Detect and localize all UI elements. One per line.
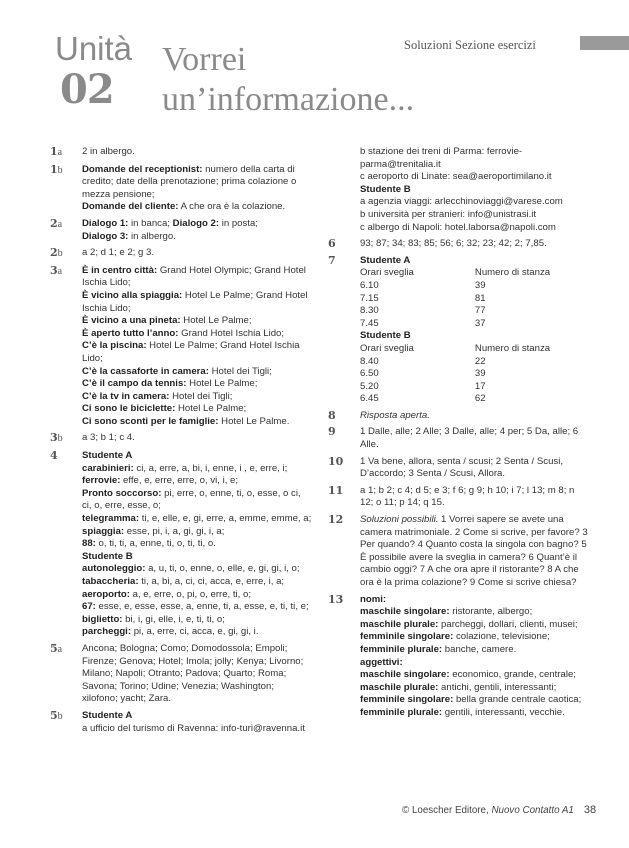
table-header: Orari sveglia [360,342,414,354]
table-row: 7.15 81 [360,292,486,304]
student-heading: Studente B [82,550,133,562]
answer-line: c aeroporto di Linate: sea@aeroportimilano.it [360,171,552,183]
exercise-number: 3a [50,263,63,277]
table-header: Numero di stanza [474,267,551,279]
answer-text: 1 Dalle, alle; 2 Alle; 3 Dalle, alle; 4 per; 5 Da, alle; 6 Alle. [360,426,579,451]
exercise-number: 5b [50,708,63,722]
student-heading: Studente A [82,450,133,462]
answer-line: Domande del cliente: A che ora è la colazione. [82,201,286,213]
answer-line: Domande del receptionist: numero della carta di credito; date della prenotazione; prima colazione o mezza pensione; [82,163,297,200]
page-number: 38 [583,804,597,816]
answer-line: 88: o, ti, ti, a, enne, ti, o, ti, ti, o. [82,538,216,550]
exercise-number: 6 [328,237,336,251]
table-row: 6.45 62 [360,393,486,405]
exercise-number: 1a [50,145,63,158]
answer-text: Ancona; Bologna; Como; Domodossola; Empoli; Firenze; Genova; Hotel; Imola; jolly; Kenya; Livorno; Milano; Napoli; Otranto; Padova; Quarto; Roma; Savona; Torino; Udine; Venezia; Washington; xilofono; yacht; Zara. [82,642,304,705]
table-row: 8.40 22 [360,355,486,367]
exercise-number: 12 [328,513,344,527]
exercise-number: 5a [50,641,63,655]
exercise-2a [50,218,312,243]
subheading: nomi: [360,593,387,605]
answer-line: autonoleggio: a, u, ti, o, enne, o, elle, e, gi, gi, i, o; [82,563,300,575]
exercise-4 [50,450,312,639]
answer-line: b università per stranieri: info@unistrasi.it [360,208,537,220]
left-column [50,146,312,739]
wakeup-table-b [360,343,590,406]
exercise-8 [328,410,590,423]
answer-line: a ufficio del turismo di Ravenna: info-turi@ravenna.it [82,722,305,734]
exercise-number: 7 [328,253,336,267]
publisher: © Loescher Editore, [402,805,492,816]
answer-line: femminile singolare: colazione, televisione; [360,631,550,643]
exercise-number: 1b [50,162,63,176]
student-heading: Studente A [82,709,133,721]
answer-text: Soluzioni possibili. 1 Vorrei sapere se avete una camera matrimoniale. 2 Come si scrive, per favore? 3 Per quando? 4 Quanto costa la singola con bagno? 5 È possibile avere la sveglia in camera? 6 Quant’è il cambio oggi? 7 A che ora apre il ristorante? 8 A che ora è la prima colazione? 9 Come si scrive chiesa? [360,514,588,588]
answer-text: a 1; b 2; c 4; d 5; e 3; f 6; g 9; h 10; i 7; l 13; m 8; n 12; o 11; p 14; q 15. [360,484,575,509]
answer-line: telegramma: ti, e, elle, e, gi, erre, a, emme, emme, a; [82,513,312,525]
answer-line: biglietto: bi, i, gi, elle, i, e, ti, ti, o; [82,613,225,625]
answer-line: C’è la piscina: Hotel Le Palme; Grand Hotel Ischia Lido; [82,340,300,364]
table-row: 8.30 77 [360,305,486,317]
exercise-1a [50,146,312,160]
answer-line: Ci sono le biciclette: Hotel Le Palme; [82,403,247,415]
exercise-3a [50,265,312,429]
exercise-number: 9 [328,425,336,439]
header-tab-bar [580,36,629,50]
page-footer [402,804,596,816]
answer-line: a agenzia viaggi: arlecchinoviaggi@varese.com [360,196,563,208]
table-header: Orari sveglia [360,267,414,279]
answer-text: 93; 87; 34; 83; 85; 56; 6; 32; 23; 42; 2; 7,85. [360,238,547,250]
exercise-number: 3b [50,431,63,445]
answer-line: b stazione dei treni di Parma: ferrovie-parma@trenitalia.it [360,146,523,170]
answer-line: femminile plurale: gentili, interessanti, vecchie. [360,706,565,718]
answer-line: maschile plurale: antichi, gentili, interessanti; [360,681,557,693]
answer-line: c albergo di Napoli: hotel.laborsa@napoli.com [360,221,556,233]
exercise-5b [50,710,312,735]
answer-line: tabaccheria: ti, a, bi, a, ci, ci, acca, e, erre, i, a; [82,576,285,587]
exercise-10 [328,456,590,481]
answer-line: Dialogo 1: in banca; Dialogo 2: in posta; [82,217,258,229]
exercise-1b [50,164,312,214]
table-row: 7.45 37 [360,317,486,329]
answer-line: aeroporto: a, e, erre, o, pi, o, erre, ti, o; [82,588,252,600]
answer-line: carabinieri: ci, a, erre, a, bi, i, enne, i , e, erre, i; [82,462,288,474]
exercise-number: 2b [50,246,63,260]
wakeup-table-a [360,267,590,330]
exercise-5b-continued [328,146,590,234]
exercise-11 [328,485,590,510]
exercise-7 [328,255,590,406]
answer-line: C’è la tv in camera: Hotel dei Tigli; [82,390,233,402]
answer-line: C’è la cassaforte in camera: Hotel dei Tigli; [82,365,272,377]
exercise-number: 11 [328,483,344,497]
title-line-2: un’informazione... [162,81,415,118]
answer-text: 2 in albergo. [82,146,135,157]
table-header: Numero di stanza [474,342,551,354]
unit-number: 02 [60,66,114,113]
answer-line: C’è il campo da tennis: Hotel Le Palme; [82,378,258,390]
answer-line: Pronto soccorso: pi, erre, o, enne, ti, o, esse, o ci, ci, o, erre, esse, o; [82,487,301,512]
student-heading: Studente A [360,254,411,266]
answer-line: spiaggia: esse, pi, i, a, gi, gi, i, a; [82,525,225,537]
answer-text: Risposta aperta. [360,409,430,421]
table-row: 6.50 39 [360,368,486,380]
student-heading: Studente B [360,183,411,195]
exercise-5a [50,643,312,706]
right-column [328,146,590,724]
answer-line: 67: esse, e, esse, esse, a, enne, ti, a, esse, e, ti, ti, e; [82,601,309,613]
book-title: Nuovo Contatto A1 [491,805,574,816]
answer-line: Dialogo 3: in albergo. [82,230,176,242]
answer-line: maschile singolare: ristorante, albergo; [360,606,533,618]
exercise-9 [328,426,590,451]
answer-line: ferrovie: effe, e, erre, erre, o, vi, i, e; [82,475,239,487]
exercise-number: 8 [328,408,336,422]
exercise-number: 13 [328,592,344,606]
answer-line: È vicino a una pineta: Hotel Le Palme; [82,315,252,327]
answer-line: maschile singolare: economico, grande, centrale; [360,669,576,681]
table-row: 6.10 39 [360,279,486,291]
answer-text: a 3; b 1; c 4. [82,432,135,444]
unit-label: Unità [55,30,133,67]
answer-line: parcheggi: pi, a, erre, ci, acca, e, gi, gi, i. [82,626,259,638]
exercise-12 [328,514,590,590]
answer-line: È vicino alla spiaggia: Hotel Le Palme; Grand Hotel Ischia Lido; [82,289,308,314]
page-title [162,40,414,120]
title-line-1: Vorrei [162,41,247,78]
exercise-number: 2a [50,216,63,230]
exercise-6 [328,238,590,251]
section-label: Soluzioni Sezione esercizi [404,38,536,52]
exercise-2b [50,247,312,261]
student-heading: Studente B [360,330,411,342]
answer-line: maschile plurale: parcheggi, dollari, clienti, musei; [360,618,578,630]
exercise-number: 10 [328,454,344,468]
subheading: aggettivi: [360,656,403,668]
answer-line: È in centro città: Grand Hotel Olympic; Grand Hotel Ischia Lido; [82,264,306,289]
answer-line: femminile singolare: bella grande centrale caotica; [360,694,582,706]
exercise-number: 4 [50,449,58,463]
answer-line: Ci sono sconti per le famiglie: Hotel Le Palme. [82,415,290,427]
table-row: 5.20 17 [360,380,486,392]
answer-text: a 2; d 1; e 2; g 3. [82,247,155,259]
answer-line: femminile plurale: banche, camere. [360,643,517,655]
exercise-3b [50,432,312,446]
answer-line: È aperto tutto l’anno: Grand Hotel Ischia Lido; [82,327,285,339]
answer-text: 1 Va bene, allora, senta / scusi; 2 Senta / Scusi, D’accordo; 3 Senta / Scusi, Allora. [360,455,564,480]
exercise-13 [328,594,590,720]
